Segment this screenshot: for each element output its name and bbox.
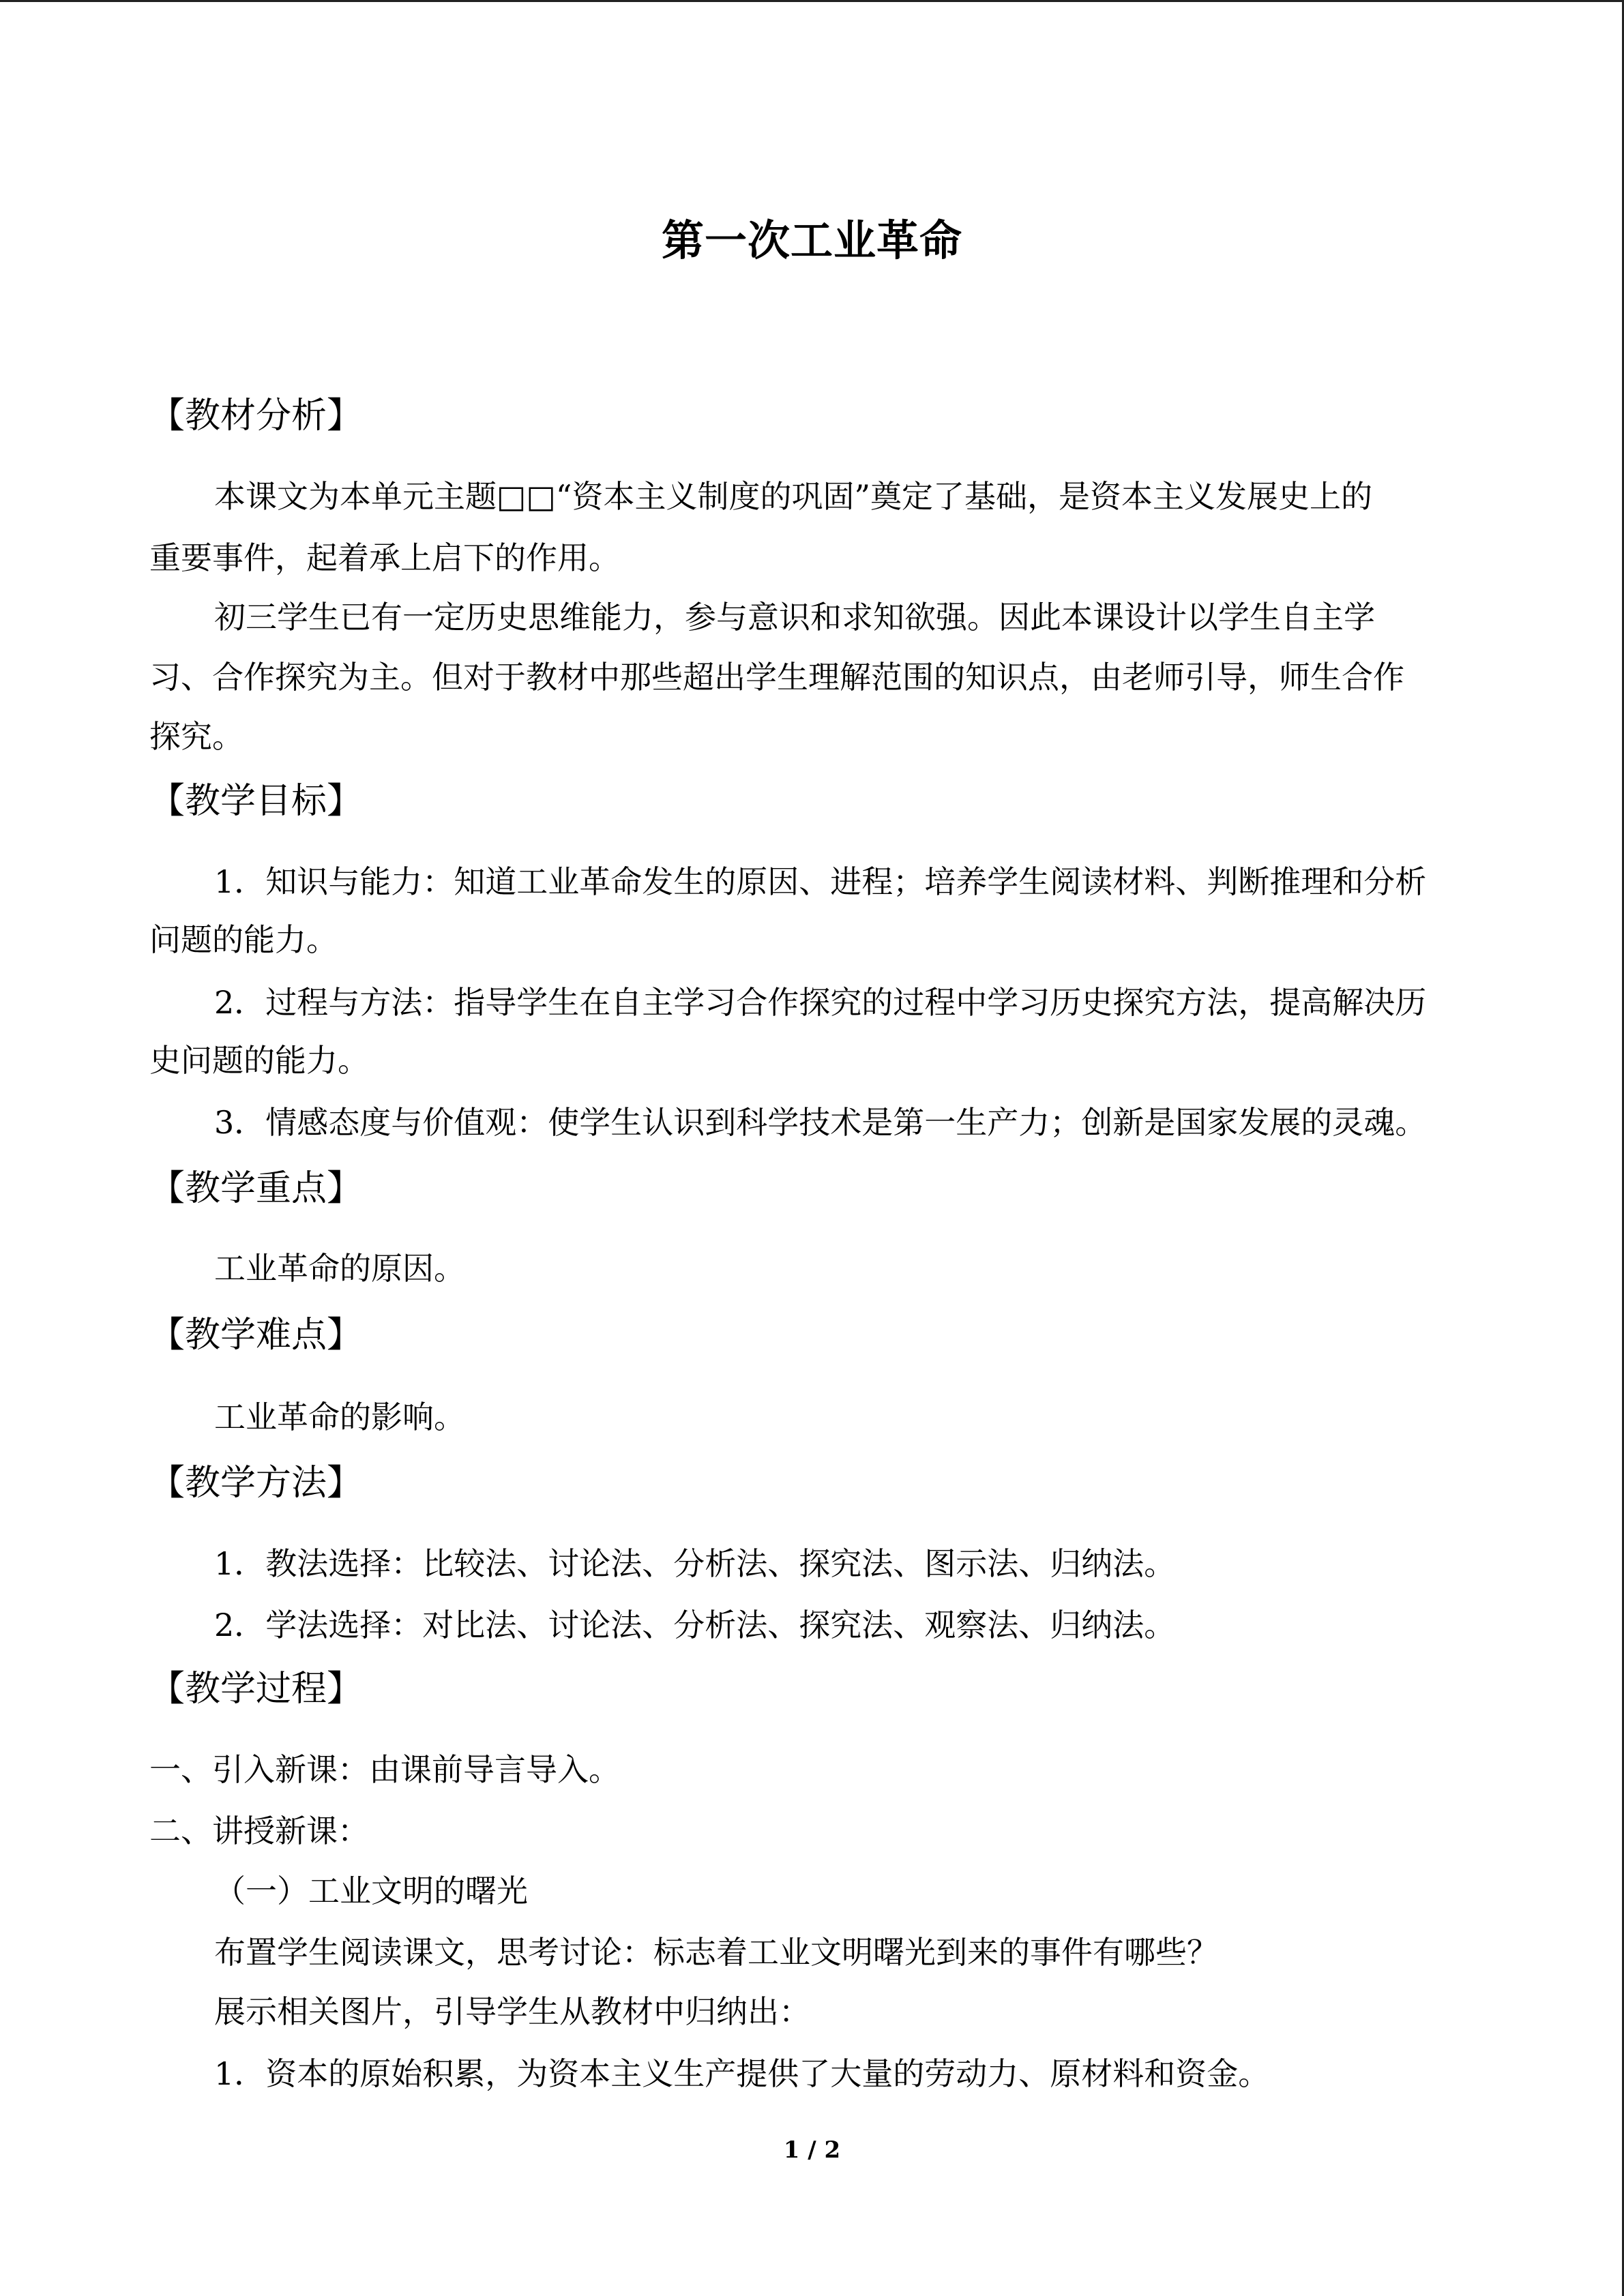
method-item: 1．教法选择：比较法、讨论法、分析法、探究法、图示法、归纳法。	[214, 1545, 1176, 1582]
analysis-paragraph-line: 本课文为本单元主题□□“资本主义制度的巩固”奠定了基础，是资本主义发展史上的	[214, 478, 1372, 515]
process-paragraph: 布置学生阅读课文，思考讨论：标志着工业文明曙光到来的事件有哪些？	[214, 1934, 1218, 1971]
objective-item-line: 问题的能力。	[149, 921, 338, 958]
section-heading-key-points: 【教学重点】	[149, 1168, 363, 1209]
page-title: 第一次工业革命	[661, 215, 962, 265]
key-points-text: 工业革命的原因。	[214, 1250, 465, 1287]
process-paragraph: 展示相关图片，引导学生从教材中归纳出：	[214, 1993, 810, 2030]
process-step: 二、讲授新课：	[149, 1813, 369, 1849]
method-item: 2．学法选择：对比法、讨论法、分析法、探究法、观察法、归纳法。	[214, 1607, 1176, 1643]
analysis-paragraph-line: 探究。	[149, 718, 243, 755]
objective-item-line: 史问题的能力。	[149, 1042, 369, 1079]
process-list-item: 1．资本的原始积累，为资本主义生产提供了大量的劳动力、原材料和资金。	[214, 2055, 1270, 2092]
process-step: 一、引入新课：由课前导言导入。	[149, 1751, 620, 1788]
objective-item-line: 2．过程与方法：指导学生在自主学习合作探究的过程中学习历史探究方法，提高解决历	[214, 984, 1427, 1021]
section-heading-analysis: 【教材分析】	[149, 396, 363, 436]
analysis-paragraph-line: 重要事件，起着承上启下的作用。	[149, 539, 620, 576]
process-subheading: （一）工业文明的曙光	[214, 1873, 528, 1909]
section-heading-difficulties: 【教学难点】	[149, 1315, 363, 1356]
difficulties-text: 工业革命的影响。	[214, 1399, 465, 1435]
section-heading-objectives: 【教学目标】	[149, 781, 363, 822]
analysis-paragraph-line: 初三学生已有一定历史思维能力，参与意识和求知欲强。因此本课设计以学生自主学	[214, 599, 1375, 636]
page-number: 1 / 2	[783, 2136, 841, 2164]
objective-item-line: 3．情感态度与价值观：使学生认识到科学技术是第一生产力；创新是国家发展的灵魂。	[214, 1104, 1427, 1141]
section-heading-process: 【教学过程】	[149, 1669, 363, 1710]
section-heading-methods: 【教学方法】	[149, 1463, 363, 1504]
objective-item-line: 1．知识与能力：知道工业革命发生的原因、进程；培养学生阅读材料、判断推理和分析	[214, 863, 1427, 900]
analysis-paragraph-line: 习、合作探究为主。但对于教材中那些超出学生理解范围的知识点，由老师引导，师生合作	[149, 659, 1404, 696]
